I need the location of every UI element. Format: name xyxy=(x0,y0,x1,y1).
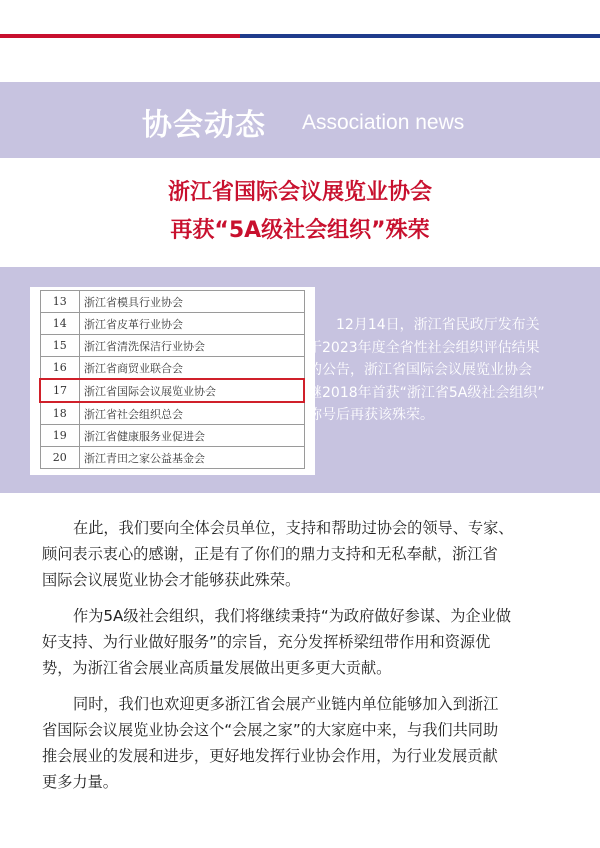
paragraph-line: 推会展业的发展和进步，更好地发挥行业协会作用，为行业发展贡献 xyxy=(42,747,498,765)
table-row-highlighted xyxy=(40,379,304,402)
table-row xyxy=(40,402,304,425)
row-org-name: 浙江省国际会议展览业协会 xyxy=(80,379,305,402)
paragraph-line: 省国际会议展览业协会这个“会展之家”的大家庭中来，与我们共同助 xyxy=(42,721,499,739)
row-number: 17 xyxy=(40,379,80,402)
paragraph-welcome xyxy=(42,691,572,795)
top-accent-bar xyxy=(0,34,600,38)
top-accent-blue xyxy=(240,34,600,38)
headline-line-2: 再获“5A级社会组织”殊荣 xyxy=(170,218,430,243)
table-row xyxy=(40,425,304,447)
row-number: 20 xyxy=(40,447,80,469)
row-number: 13 xyxy=(40,291,80,313)
row-number: 19 xyxy=(40,425,80,447)
table-row xyxy=(40,335,304,357)
paragraph-line: 国际会议展览业协会才能够获此殊荣。 xyxy=(42,571,301,589)
row-number: 16 xyxy=(40,357,80,380)
table-row xyxy=(40,357,304,380)
row-org-name: 浙江省社会组织总会 xyxy=(80,402,305,425)
row-number: 15 xyxy=(40,335,80,357)
table-row xyxy=(40,447,304,469)
headline-line-1: 浙江省国际会议展览业协会 xyxy=(167,180,432,205)
announcement-text xyxy=(308,314,594,427)
paragraph-line: 势，为浙江省会展业高质量发展做出更多更大贡献。 xyxy=(42,659,392,677)
paragraph-commitment xyxy=(42,603,572,681)
section-header-band xyxy=(0,82,600,158)
paragraph-thanks xyxy=(42,515,572,593)
announcement-line: 的公告，浙江省国际会议展览业协会 xyxy=(308,362,532,379)
row-org-name: 浙江省清洗保洁行业协会 xyxy=(80,335,305,357)
announcement-line: 于2023年度全省性社会组织评估结果 xyxy=(308,339,540,356)
paragraph-line: 作为5A级社会组织，我们将继续秉持“为政府做好参谋、为企业做 xyxy=(73,607,511,625)
paragraph-line: 好支持、为行业做好服务”的宗旨，充分发挥桥梁纽带作用和资源优 xyxy=(42,633,491,651)
table-row xyxy=(40,313,304,335)
paragraph-line: 同时，我们也欢迎更多浙江省会展产业链内单位能够加入到浙江 xyxy=(73,695,499,713)
row-number: 14 xyxy=(40,313,80,335)
article-body xyxy=(42,515,572,805)
announcement-line: 继2018年首获“浙江省5A级社会组织” xyxy=(308,384,545,401)
announcement-line: 12月14日，浙江省民政厅发布关 xyxy=(308,317,540,333)
row-org-name: 浙江省健康服务业促进会 xyxy=(80,425,305,447)
section-subtitle: Association news xyxy=(302,111,465,134)
paragraph-line: 更多力量。 xyxy=(42,773,118,791)
row-org-name: 浙江省皮革行业协会 xyxy=(80,313,305,335)
row-org-name: 浙江省模具行业协会 xyxy=(80,291,305,313)
announcement-line: 称号后再获该殊荣。 xyxy=(308,407,434,424)
row-number: 18 xyxy=(40,402,80,425)
top-accent-red xyxy=(0,34,240,38)
paragraph-line: 在此，我们要向全体会员单位，支持和帮助过协会的领导、专家、 xyxy=(73,519,514,537)
paragraph-line: 顾问表示衷心的感谢，正是有了你们的鼎力支持和无私奉献，浙江省 xyxy=(42,545,498,563)
org-list-table xyxy=(39,290,305,469)
table-row xyxy=(40,291,304,313)
row-org-name: 浙江省商贸业联合会 xyxy=(80,357,305,380)
row-org-name: 浙江青田之家公益基金会 xyxy=(80,447,305,469)
org-list-image xyxy=(30,287,315,475)
section-title: 协会动态 xyxy=(142,108,266,143)
